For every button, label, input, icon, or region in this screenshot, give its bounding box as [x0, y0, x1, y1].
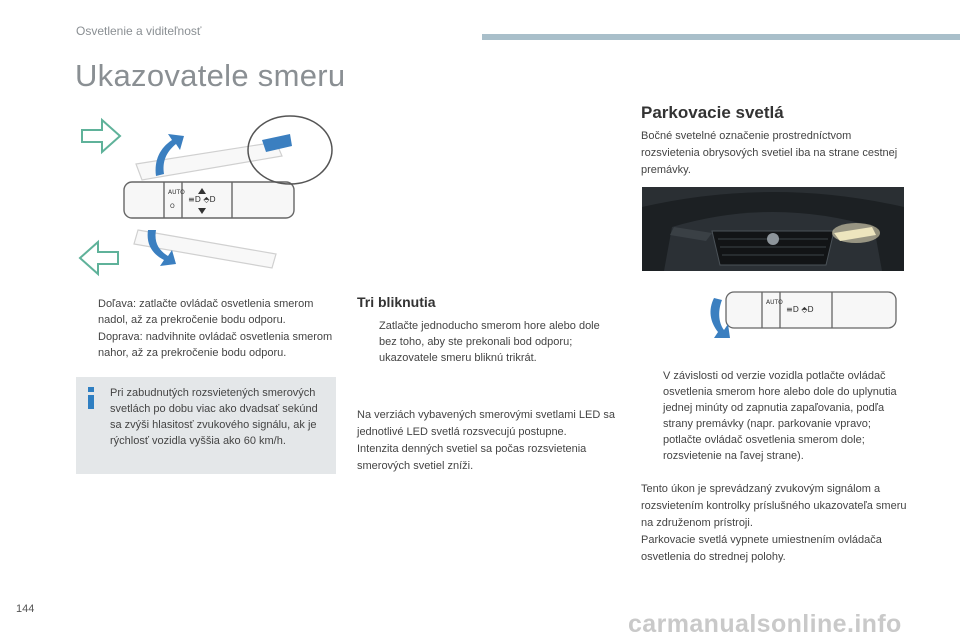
info-icon — [88, 387, 94, 409]
header-accent-bar — [482, 34, 960, 40]
list-item: Doprava: nadvihnite ovládač osvetlenia smerom nahor, až za prekročenie bodu odporu. — [98, 331, 333, 359]
info-box — [76, 377, 336, 474]
direction-bullets — [76, 296, 338, 362]
turn-signal-stalk-illustration — [76, 112, 338, 282]
parking-bullet — [641, 368, 911, 465]
parking-stalk-illustration — [700, 282, 900, 350]
section-heading-tri-bliknutia: Tri bliknutia — [357, 294, 436, 310]
car-front-photo — [642, 187, 904, 271]
info-text: Pri zabudnutých rozsvietených smerových svetlách po dobu viac ako dvadsať sekúnd sa zvýši hlasitosť zvukového signálu, ak je rýchlosť vozidla vyššia ako 60 km/h. — [110, 387, 318, 447]
watermark: carmanualsonline.info — [628, 610, 902, 638]
right-arrow-icon — [82, 120, 120, 152]
list-item: Zatlačte jednoducho smerom hore alebo dole bez toho, aby ste prekonali bod odporu; ukazovatele smeru bliknú trikrát. — [379, 320, 600, 364]
parking-paragraph: Tento úkon je sprevádzaný zvukovým signálom a rozsvietením kontrolky príslušného ukazovateľa smeru na združenom prístroji. Parkovacie svetlá vypnete umiestnením ovládača osvetlenia do strednej polohy. — [641, 483, 907, 563]
section-heading-parkovacie-svetla: Parkovacie svetlá — [641, 103, 784, 122]
parking-intro: Bočné svetelné označenie prostredníctvom rozsvietenia obrysových svetiel iba na strane cestnej premávky. — [641, 130, 898, 176]
list-item: V závislosti od verzie vozidla potlačte ovládač osvetlenia smerom hore alebo dole do uplynutia jednej minúty od zapnutia zapaľovania, podľa strany premávky (napr. parkovanie vpravo; potlačte ovládač osvetlenia smerom dole; rozsvietenie na ľavej strane). — [663, 370, 897, 462]
led-paragraph: Na verziách vybavených smerovými svetlami LED sa jednotlivé LED svetlá rozsvecujú postupne. Intenzita denných svetiel sa počas rozsvietenia smerových svetiel zníži. — [357, 409, 615, 472]
section-title: Osvetlenie a viditeľnosť — [76, 24, 202, 38]
list-item: Doľava: zatlačte ovládač osvetlenia smerom nadol, až za prekročenie bodu odporu. — [98, 298, 314, 326]
tri-bliknutia-bullet — [357, 318, 619, 367]
left-arrow-icon — [80, 242, 118, 274]
stalk-label-auto: AUTO — [766, 299, 783, 306]
stalk-label-auto: AUTO — [168, 189, 185, 196]
page-title: Ukazovatele smeru — [75, 58, 346, 93]
svg-text:≡D ⬘D: ≡D ⬘D — [188, 195, 216, 204]
page-number: 144 — [16, 603, 35, 615]
svg-text:≡D ⬘D: ≡D ⬘D — [786, 305, 814, 314]
stalk-label-o: O — [170, 203, 175, 210]
